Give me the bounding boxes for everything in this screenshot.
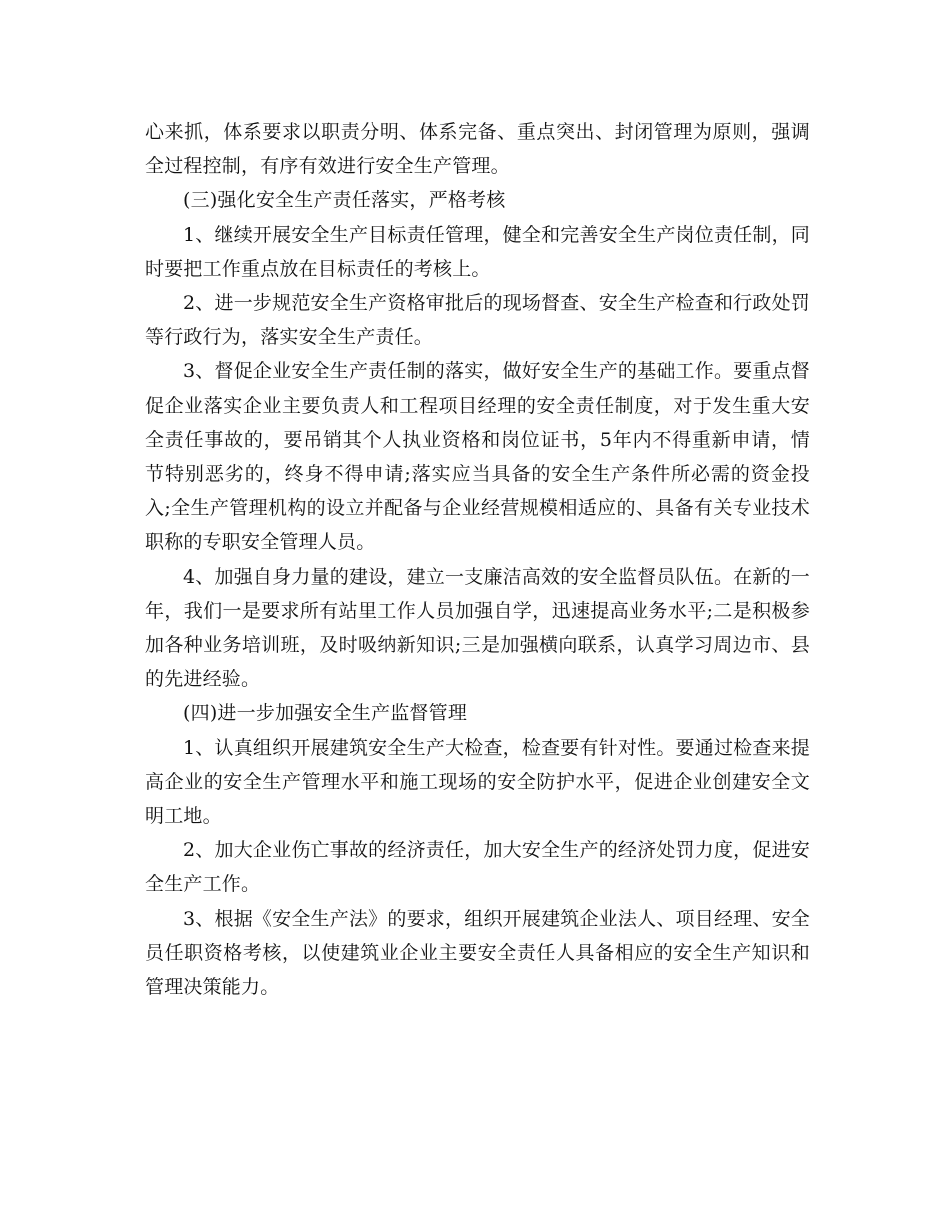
- paragraph-item-2-sec4: 2、加大企业伤亡事故的经济责任，加大安全生产的经济处罚力度，促进安全生产工作。: [145, 839, 810, 896]
- paragraph-continuation: 心来抓，体系要求以职责分明、体系完备、重点突出、封闭管理为原则，强调全过程控制，有序有效进行安全生产管理。: [145, 121, 810, 178]
- paragraph-item-4: 4、加强自身力量的建设，建立一支廉洁高效的安全监督员队伍。在新的一年，我们一是要求所有站里工作人员加强自学，迅速提高业务水平;二是积极参加各种业务培训班，及时吸纳新知识;三是加强横向联系，认真学习周边市、县的先进经验。: [145, 565, 810, 691]
- paragraph-item-2: 2、进一步规范安全生产资格审批后的现场督查、安全生产检查和行政处罚等行政行为，落实安全生产责任。: [145, 292, 810, 349]
- paragraph-item-1-sec4: 1、认真组织开展建筑安全生产大检查，检查要有针对性。要通过检查来提高企业的安全生产管理水平和施工现场的安全防护水平，促进企业创建安全文明工地。: [145, 736, 810, 828]
- section-heading-3: (三)强化安全生产责任落实，严格考核: [183, 189, 506, 212]
- paragraph-item-1: 1、继续开展安全生产目标责任管理，健全和完善安全生产岗位责任制，同时要把工作重点放在目标责任的考核上。: [145, 223, 810, 280]
- document-body: [145, 115, 810, 1004]
- section-heading-4: (四)进一步加强安全生产监督管理: [183, 702, 468, 725]
- paragraph-item-3-sec4: 3、根据《安全生产法》的要求，组织开展建筑企业法人、项目经理、安全员任职资格考核，以使建筑业企业主要安全责任人具备相应的安全生产知识和管理决策能力。: [145, 907, 810, 999]
- paragraph-item-3: 3、督促企业安全生产责任制的落实，做好安全生产的基础工作。要重点督促企业落实企业主要负责人和工程项目经理的安全责任制度，对于发生重大安全责任事故的，要吊销其个人执业资格和岗位证书，5年内不得重新申请，情节特别恶劣的，终身不得申请;落实应当具备的安全生产条件所必需的资金投入;全生产管理机构的设立并配备与企业经营规模相适应的、具备有关专业技术职称的专职安全管理人员。: [145, 360, 810, 554]
